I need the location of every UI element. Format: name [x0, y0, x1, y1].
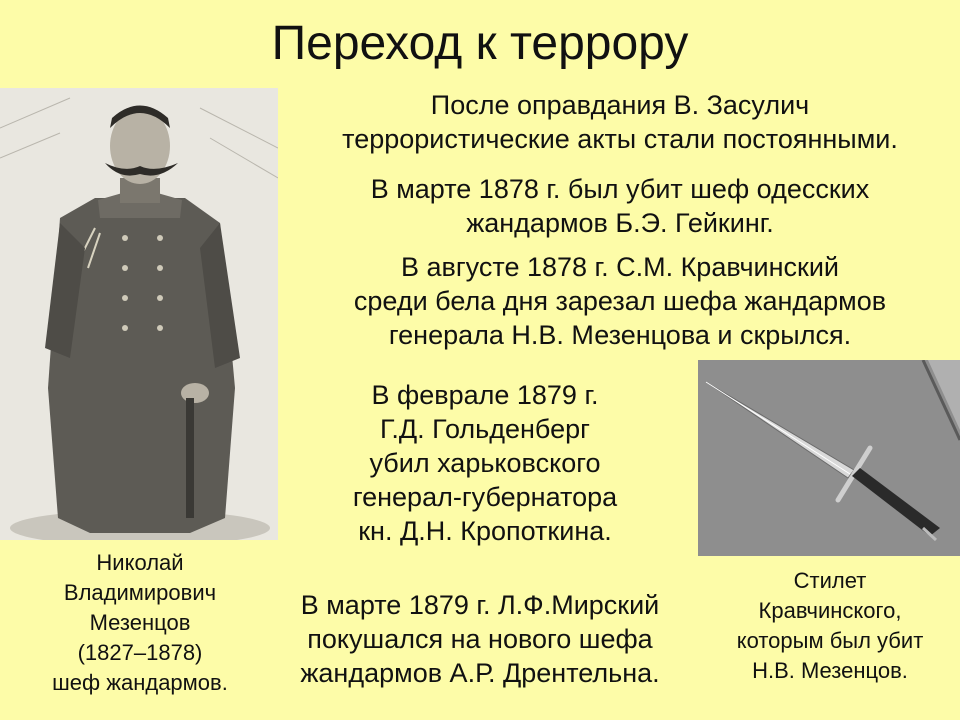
text-line: (1827–1878): [77, 640, 203, 665]
paragraph-zasulich: [290, 88, 950, 156]
text-line: В феврале 1879 г.: [371, 380, 599, 410]
text-line: Н.В. Мезенцов.: [752, 658, 908, 683]
paragraph-geiking: [290, 172, 950, 240]
portrait-caption: [20, 548, 260, 698]
text-line: В августе 1878 г. С.М. Кравчинский: [400, 252, 840, 282]
text-line: генерала Н.В. Мезенцова и скрылся.: [388, 320, 852, 350]
text-line: генерал-губернатора: [352, 482, 618, 512]
paragraph-goldenberg: [300, 378, 670, 548]
text-line: террористические акты стали постоянными.: [342, 124, 898, 154]
paragraph-mirsky: [258, 588, 702, 690]
text-line: Николай: [96, 550, 184, 575]
text-line: Мезенцов: [89, 610, 191, 635]
text-line: которым был убит: [736, 628, 924, 653]
portrait-mezentsov-image: [0, 88, 278, 540]
slide-title: Переход к террору: [271, 17, 689, 70]
text-line: Владимирович: [63, 580, 217, 605]
text-line: кн. Д.Н. Кропоткина.: [358, 516, 612, 546]
text-line: жандармов А.Р. Дрентельна.: [300, 658, 660, 688]
text-line: среди бела дня зарезал шефа жандармов: [353, 286, 887, 316]
text-line: Кравчинского,: [758, 598, 902, 623]
text-line: Стилет: [793, 568, 867, 593]
stiletto-image: [698, 360, 960, 556]
text-line: В марте 1878 г. был убит шеф одесских: [370, 174, 870, 204]
text-line: шеф жандармов.: [52, 670, 228, 695]
text-line: В марте 1879 г. Л.Ф.Мирский: [300, 590, 660, 620]
text-line: жандармов Б.Э. Гейкинг.: [466, 208, 774, 238]
text-line: После оправдания В. Засулич: [430, 90, 810, 120]
paragraph-kravchinsky: [290, 250, 950, 352]
stiletto-caption: [705, 566, 955, 686]
text-line: убил харьковского: [369, 448, 601, 478]
text-line: покушался на нового шефа: [307, 624, 653, 654]
text-line: Г.Д. Гольденберг: [380, 414, 590, 444]
